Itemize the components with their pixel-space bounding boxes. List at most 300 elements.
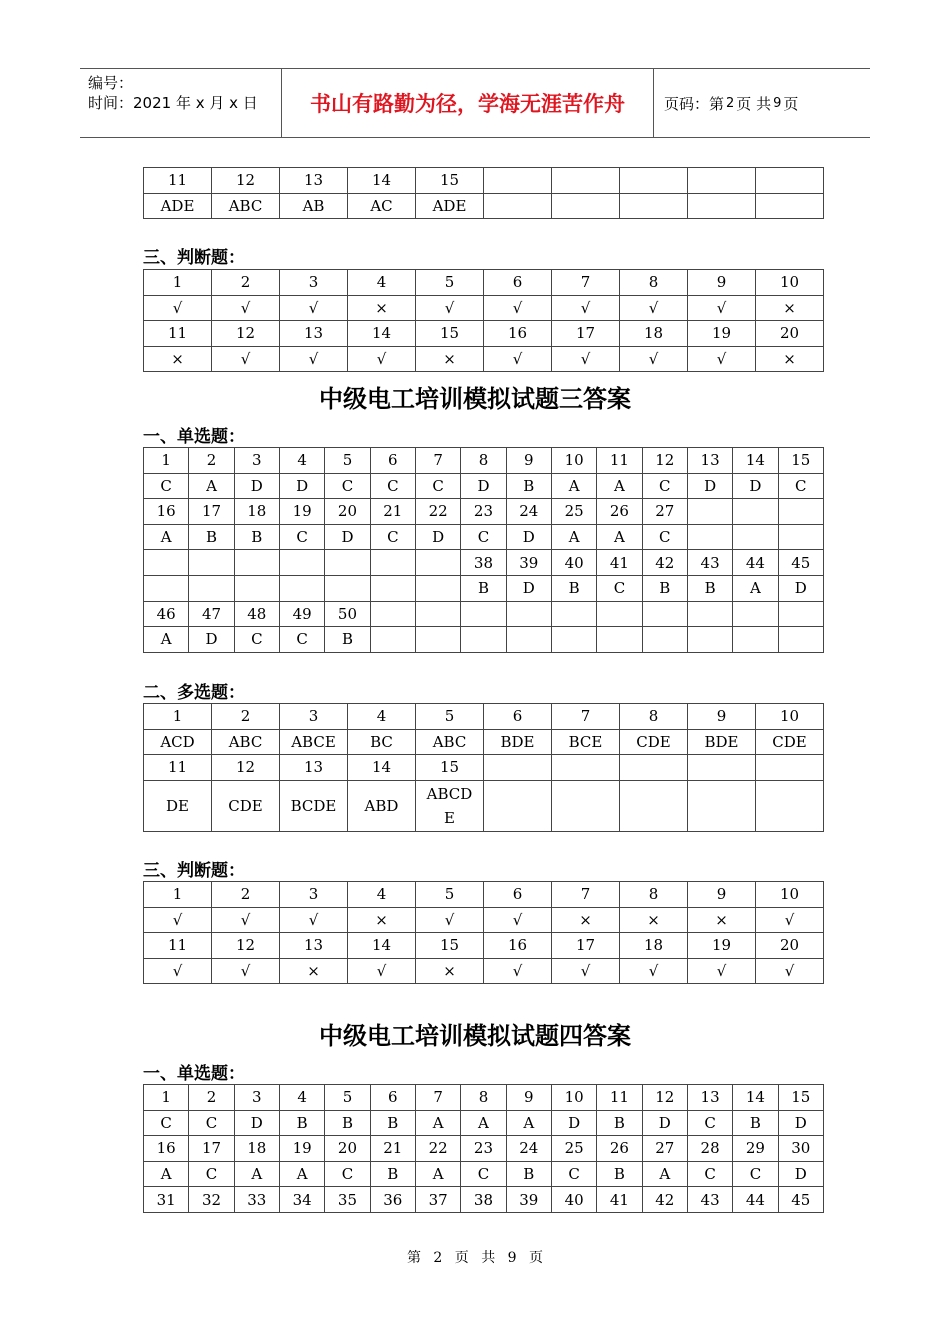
- table-cell: [551, 627, 596, 653]
- table-row: [144, 1110, 824, 1136]
- table-cell: 12: [642, 448, 687, 474]
- header-page-mid: 页 共: [736, 94, 772, 113]
- table-cell: C: [415, 473, 460, 499]
- table-cell: B: [506, 1161, 551, 1187]
- footer-page-number: 2: [433, 1250, 443, 1266]
- table-cell: 5: [416, 704, 484, 730]
- table-cell: 7: [415, 1085, 460, 1111]
- table-cell: A: [234, 1161, 279, 1187]
- table-cell: A: [415, 1161, 460, 1187]
- table-cell: √: [688, 958, 756, 984]
- table-cell: √: [280, 346, 348, 372]
- table-cell: D: [461, 473, 506, 499]
- table-cell: A: [189, 473, 234, 499]
- table-cell: [642, 601, 687, 627]
- table-cell: [484, 755, 552, 781]
- table-cell: 30: [778, 1136, 823, 1162]
- table-cell: ABC: [212, 729, 280, 755]
- table-cell: 39: [506, 550, 551, 576]
- table-cell: [234, 575, 279, 601]
- table-cell: 12: [212, 755, 280, 781]
- table-cell: D: [642, 1110, 687, 1136]
- table-cell: 3: [280, 882, 348, 908]
- table-cell: 25: [551, 499, 596, 525]
- table-cell: 9: [688, 882, 756, 908]
- table-cell: 24: [506, 1136, 551, 1162]
- table-cell: [144, 575, 189, 601]
- table-cell: 31: [144, 1187, 189, 1213]
- table-cell: 19: [279, 1136, 324, 1162]
- table-cell: C: [461, 1161, 506, 1187]
- table-cell: √: [212, 907, 280, 933]
- table-cell: D: [234, 473, 279, 499]
- table-cell: 10: [756, 270, 824, 296]
- table-cell: B: [325, 1110, 370, 1136]
- table-row: [144, 1187, 824, 1213]
- wrapped-answer-line: E: [444, 808, 455, 827]
- table-cell: B: [597, 1161, 642, 1187]
- table-cell: 14: [348, 168, 416, 194]
- table-cell: √: [756, 907, 824, 933]
- table-cell: 6: [484, 882, 552, 908]
- table-cell: 34: [279, 1187, 324, 1213]
- table-cell: [552, 193, 620, 219]
- table-cell: √: [280, 295, 348, 321]
- table-cell: √: [484, 295, 552, 321]
- table-cell: 4: [348, 270, 416, 296]
- table-cell: A: [279, 1161, 324, 1187]
- table-cell: C: [189, 1110, 234, 1136]
- table-cell: 16: [484, 321, 552, 347]
- table-cell: DE: [144, 780, 212, 831]
- table-cell: √: [552, 958, 620, 984]
- table-cell: 12: [642, 1085, 687, 1111]
- table-cell: √: [620, 958, 688, 984]
- header-time-label: 时间：2021 年 x 月 x 日: [88, 94, 258, 112]
- table-cell: ABD: [348, 780, 416, 831]
- table-cell: 36: [370, 1187, 415, 1213]
- table-cell: 15: [416, 168, 484, 194]
- table-cell: 50: [325, 601, 370, 627]
- header-page-info: [654, 69, 870, 137]
- table-cell: B: [325, 627, 370, 653]
- table-cell: 22: [415, 499, 460, 525]
- table-cell: 2: [189, 448, 234, 474]
- table-cell: [756, 193, 824, 219]
- table-cell: [620, 755, 688, 781]
- footer-di: 第: [406, 1250, 421, 1266]
- table-cell: [620, 780, 688, 831]
- top-multi-table: [143, 167, 824, 219]
- table-cell: [620, 168, 688, 194]
- table-cell: 12: [212, 933, 280, 959]
- footer-page-total: 9: [507, 1250, 517, 1266]
- table-cell: 19: [279, 499, 324, 525]
- table-cell: 22: [415, 1136, 460, 1162]
- table-cell: [778, 524, 823, 550]
- table-cell: AC: [348, 193, 416, 219]
- table-row: [144, 448, 824, 474]
- table-row: [144, 193, 824, 219]
- table-cell: √: [620, 295, 688, 321]
- table-cell: C: [144, 1110, 189, 1136]
- table-cell: 13: [687, 1085, 732, 1111]
- table-cell: [189, 575, 234, 601]
- table-cell: BDE: [688, 729, 756, 755]
- table-cell: A: [144, 1161, 189, 1187]
- table-cell: 17: [552, 321, 620, 347]
- table-cell: [756, 168, 824, 194]
- table-cell: C: [279, 627, 324, 653]
- table-row: [144, 499, 824, 525]
- header-page-suffix: 页: [783, 94, 799, 113]
- table-cell: [484, 780, 552, 831]
- table-cell: ABC: [416, 729, 484, 755]
- header-page-total: 9: [773, 95, 782, 111]
- table-cell: 13: [280, 755, 348, 781]
- table-cell: B: [642, 575, 687, 601]
- table-cell: [234, 550, 279, 576]
- table-cell: 6: [484, 270, 552, 296]
- table-cell: 47: [189, 601, 234, 627]
- top-judge-table: [143, 269, 824, 372]
- table-cell: B: [370, 1161, 415, 1187]
- table-cell: C: [189, 1161, 234, 1187]
- table-cell: √: [552, 295, 620, 321]
- table-row: [144, 270, 824, 296]
- table-cell: [552, 168, 620, 194]
- table-cell: √: [348, 958, 416, 984]
- table-row: [144, 882, 824, 908]
- table-cell: 41: [597, 550, 642, 576]
- table-cell: BC: [348, 729, 416, 755]
- table-cell: D: [778, 1161, 823, 1187]
- table-cell: √: [484, 907, 552, 933]
- table-cell: [733, 627, 778, 653]
- table-cell: 16: [144, 1136, 189, 1162]
- table-cell: 4: [279, 1085, 324, 1111]
- table-cell: 35: [325, 1187, 370, 1213]
- table-cell: 8: [461, 1085, 506, 1111]
- table-row: [144, 295, 824, 321]
- table-cell: 42: [642, 550, 687, 576]
- table-cell: ADE: [416, 193, 484, 219]
- table-cell: √: [416, 907, 484, 933]
- header-number-label: 编号：: [88, 74, 134, 92]
- table-cell: 19: [688, 321, 756, 347]
- table-cell: 43: [687, 550, 732, 576]
- table-cell: 16: [484, 933, 552, 959]
- table-cell: 15: [778, 448, 823, 474]
- table-cell: [370, 575, 415, 601]
- table-cell: D: [415, 524, 460, 550]
- table-cell: C: [687, 1110, 732, 1136]
- table-cell: 2: [212, 270, 280, 296]
- table-cell: CDE: [212, 780, 280, 831]
- table-cell: [461, 627, 506, 653]
- table-cell: 23: [461, 1136, 506, 1162]
- table-cell: D: [778, 1110, 823, 1136]
- table-cell: √: [212, 958, 280, 984]
- table-cell: 40: [551, 1187, 596, 1213]
- table-cell: C: [687, 1161, 732, 1187]
- exam3-multi-table: [143, 703, 824, 832]
- table-cell: 44: [733, 1187, 778, 1213]
- table-cell: [687, 627, 732, 653]
- table-row: [144, 907, 824, 933]
- table-cell: [551, 601, 596, 627]
- table-cell: 18: [234, 499, 279, 525]
- table-cell: 3: [280, 704, 348, 730]
- table-cell: ×: [756, 295, 824, 321]
- table-cell: A: [144, 627, 189, 653]
- exam3-judge-label: 三、判断题：: [143, 861, 245, 881]
- table-cell: 8: [620, 704, 688, 730]
- table-cell: [506, 627, 551, 653]
- table-cell: D: [687, 473, 732, 499]
- table-cell: 3: [234, 448, 279, 474]
- table-cell: 14: [348, 321, 416, 347]
- table-cell: B: [687, 575, 732, 601]
- table-cell: 13: [687, 448, 732, 474]
- table-cell: 45: [778, 1187, 823, 1213]
- table-cell: [279, 575, 324, 601]
- table-row: [144, 575, 824, 601]
- table-cell: 10: [551, 1085, 596, 1111]
- table-cell: ×: [552, 907, 620, 933]
- table-row: [144, 1085, 824, 1111]
- table-cell: 40: [551, 550, 596, 576]
- table-cell: B: [597, 1110, 642, 1136]
- table-cell: 3: [234, 1085, 279, 1111]
- table-cell: 4: [348, 704, 416, 730]
- table-cell: D: [506, 524, 551, 550]
- table-cell: 7: [552, 882, 620, 908]
- table-cell: 2: [189, 1085, 234, 1111]
- table-row: [144, 168, 824, 194]
- table-row: [144, 550, 824, 576]
- table-cell: 4: [348, 882, 416, 908]
- table-cell: ×: [144, 346, 212, 372]
- table-cell: 23: [461, 499, 506, 525]
- table-cell: [416, 780, 484, 831]
- exam3-single-label: 一、单选题：: [143, 427, 245, 447]
- table-cell: [733, 601, 778, 627]
- table-cell: [756, 755, 824, 781]
- table-cell: BCE: [552, 729, 620, 755]
- table-cell: 3: [280, 270, 348, 296]
- table-cell: B: [551, 575, 596, 601]
- table-cell: 32: [189, 1187, 234, 1213]
- table-cell: D: [506, 575, 551, 601]
- table-cell: C: [597, 575, 642, 601]
- table-cell: ×: [348, 907, 416, 933]
- footer-gong: 共: [481, 1250, 496, 1266]
- table-cell: [778, 601, 823, 627]
- table-cell: 26: [597, 1136, 642, 1162]
- table-cell: 15: [416, 933, 484, 959]
- table-cell: [552, 755, 620, 781]
- exam4-single-table: [143, 1084, 824, 1213]
- table-cell: 38: [461, 1187, 506, 1213]
- header-meta: [80, 69, 282, 137]
- table-cell: D: [778, 575, 823, 601]
- table-cell: ×: [416, 346, 484, 372]
- table-row: [144, 627, 824, 653]
- table-cell: C: [144, 473, 189, 499]
- table-cell: 17: [189, 499, 234, 525]
- exam3-title: 中级电工培训模拟试题三答案: [319, 385, 631, 413]
- table-row: [144, 346, 824, 372]
- table-cell: 29: [733, 1136, 778, 1162]
- table-cell: [688, 193, 756, 219]
- table-cell: ×: [348, 295, 416, 321]
- table-cell: AB: [280, 193, 348, 219]
- table-cell: D: [279, 473, 324, 499]
- wrapped-answer-line: ABCD: [426, 784, 473, 803]
- table-row: [144, 524, 824, 550]
- table-cell: C: [461, 524, 506, 550]
- table-cell: B: [461, 575, 506, 601]
- table-cell: [484, 193, 552, 219]
- footer-ye-end: 页: [529, 1250, 544, 1266]
- table-cell: [325, 575, 370, 601]
- table-cell: [687, 601, 732, 627]
- table-cell: √: [144, 958, 212, 984]
- table-cell: 9: [506, 448, 551, 474]
- table-cell: 33: [234, 1187, 279, 1213]
- table-cell: 7: [415, 448, 460, 474]
- table-cell: 1: [144, 704, 212, 730]
- table-cell: 28: [687, 1136, 732, 1162]
- header-page-prefix: 页码：第: [664, 94, 725, 113]
- table-cell: ×: [688, 907, 756, 933]
- table-cell: [506, 601, 551, 627]
- table-cell: [325, 550, 370, 576]
- table-cell: 18: [234, 1136, 279, 1162]
- table-cell: B: [279, 1110, 324, 1136]
- table-cell: A: [551, 524, 596, 550]
- exam4-title: 中级电工培训模拟试题四答案: [319, 1022, 631, 1050]
- table-cell: √: [688, 346, 756, 372]
- table-cell: C: [325, 1161, 370, 1187]
- table-cell: ABCE: [280, 729, 348, 755]
- top-judge-label: 三、判断题：: [143, 248, 245, 268]
- table-cell: 11: [144, 755, 212, 781]
- table-cell: B: [370, 1110, 415, 1136]
- table-cell: √: [280, 907, 348, 933]
- table-cell: [687, 499, 732, 525]
- table-cell: 5: [325, 448, 370, 474]
- table-cell: 20: [325, 499, 370, 525]
- table-cell: 8: [620, 882, 688, 908]
- footer-ye: 页: [454, 1250, 469, 1266]
- table-cell: √: [688, 295, 756, 321]
- table-cell: [279, 550, 324, 576]
- table-cell: 11: [144, 933, 212, 959]
- table-cell: 37: [415, 1187, 460, 1213]
- table-cell: √: [144, 295, 212, 321]
- table-cell: 9: [688, 704, 756, 730]
- table-cell: 17: [552, 933, 620, 959]
- table-cell: ACD: [144, 729, 212, 755]
- table-cell: C: [370, 524, 415, 550]
- table-cell: A: [144, 524, 189, 550]
- table-cell: 43: [687, 1187, 732, 1213]
- page-footer: [0, 1247, 950, 1267]
- table-cell: 45: [778, 550, 823, 576]
- table-cell: C: [279, 524, 324, 550]
- table-cell: C: [234, 627, 279, 653]
- table-cell: 14: [348, 933, 416, 959]
- table-cell: B: [234, 524, 279, 550]
- table-cell: [461, 601, 506, 627]
- table-cell: 2: [212, 704, 280, 730]
- table-cell: 10: [756, 704, 824, 730]
- table-cell: B: [189, 524, 234, 550]
- table-cell: 7: [552, 270, 620, 296]
- table-cell: [778, 627, 823, 653]
- table-cell: √: [212, 346, 280, 372]
- table-cell: 6: [484, 704, 552, 730]
- table-row: [144, 755, 824, 781]
- table-cell: [370, 601, 415, 627]
- table-cell: [415, 601, 460, 627]
- table-cell: CDE: [620, 729, 688, 755]
- table-row: [144, 958, 824, 984]
- table-cell: D: [234, 1110, 279, 1136]
- table-cell: [597, 627, 642, 653]
- table-cell: 8: [461, 448, 506, 474]
- table-cell: 10: [551, 448, 596, 474]
- table-cell: 17: [189, 1136, 234, 1162]
- table-cell: A: [415, 1110, 460, 1136]
- table-cell: 13: [280, 168, 348, 194]
- table-cell: √: [416, 295, 484, 321]
- table-cell: 11: [597, 1085, 642, 1111]
- table-cell: ×: [756, 346, 824, 372]
- table-cell: C: [733, 1161, 778, 1187]
- table-cell: 4: [279, 448, 324, 474]
- table-cell: 10: [756, 882, 824, 908]
- table-cell: A: [461, 1110, 506, 1136]
- table-cell: 11: [597, 448, 642, 474]
- table-cell: 24: [506, 499, 551, 525]
- table-cell: B: [506, 473, 551, 499]
- table-row: [144, 601, 824, 627]
- table-cell: BDE: [484, 729, 552, 755]
- table-cell: [733, 499, 778, 525]
- table-cell: ×: [620, 907, 688, 933]
- table-cell: 46: [144, 601, 189, 627]
- table-cell: [688, 168, 756, 194]
- table-cell: D: [733, 473, 778, 499]
- table-row: [144, 1161, 824, 1187]
- table-cell: ADE: [144, 193, 212, 219]
- table-cell: 21: [370, 499, 415, 525]
- table-cell: CDE: [756, 729, 824, 755]
- header-page-number: 2: [726, 95, 735, 111]
- table-cell: 20: [756, 321, 824, 347]
- table-cell: 1: [144, 270, 212, 296]
- table-cell: B: [733, 1110, 778, 1136]
- table-cell: [144, 550, 189, 576]
- table-cell: [642, 627, 687, 653]
- table-cell: A: [506, 1110, 551, 1136]
- table-cell: √: [212, 295, 280, 321]
- table-cell: [484, 168, 552, 194]
- table-cell: 7: [552, 704, 620, 730]
